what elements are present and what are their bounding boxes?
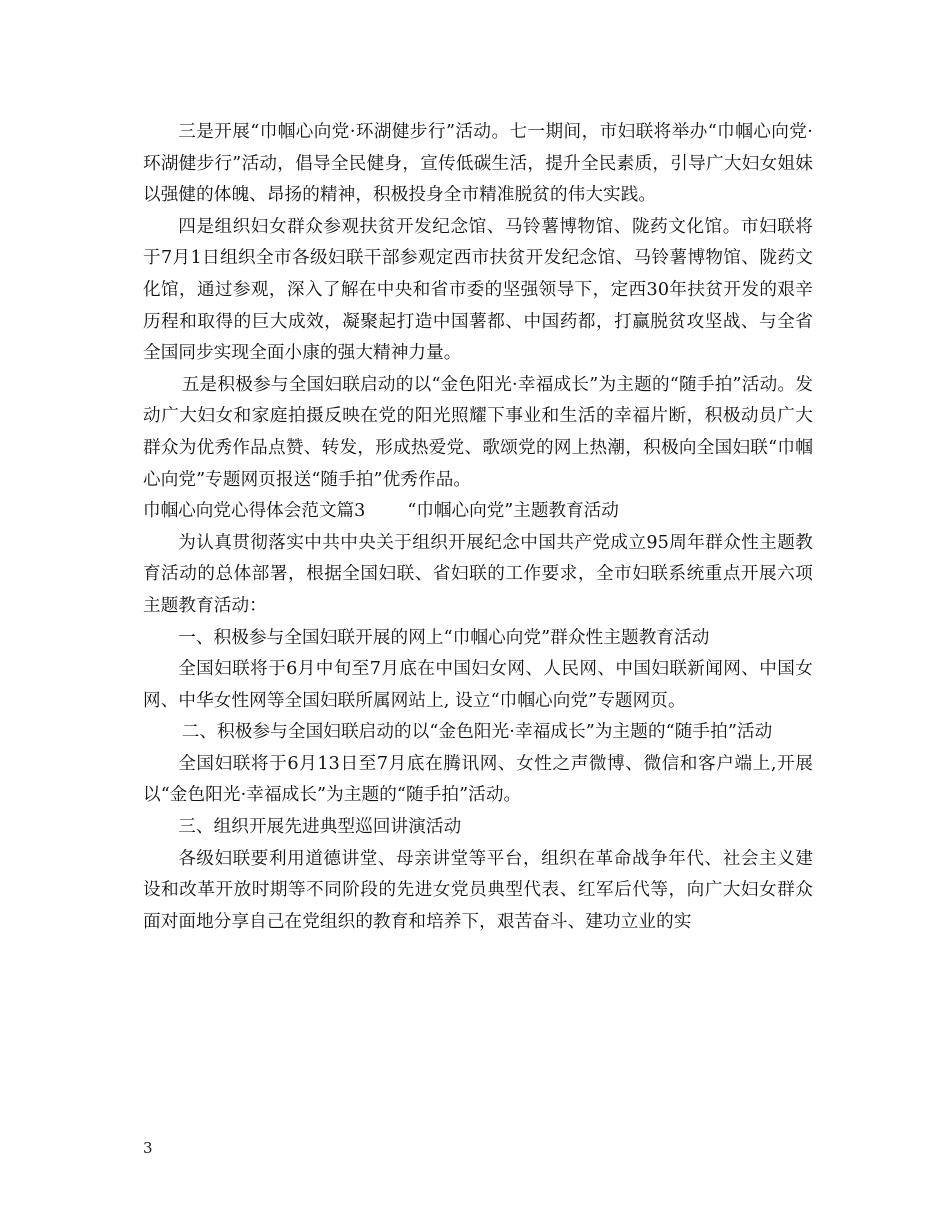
item-heading-1: 一、积极参与全国妇联开展的网上“巾帼心向党”群众性主题教育活动	[178, 627, 710, 648]
page-number: 3	[143, 1139, 153, 1157]
paragraph-activity-4: 四是组织妇女群众参观扶贫开发纪念馆、马铃薯博物馆、陇药文化馆。市妇联将于7月1日组织全市各级妇联干部参观定西市扶贫开发纪念馆、马铃薯博物馆、陇药文化馆，通过参观，深入了解在中央和省市委的坚强领导下，定西30年扶贫开发的艰辛历程和取得的巨大成效，凝聚起打造中国薯都、中国药都，打赢脱贫攻坚战、与全省全国同步实现全面小康的强大精神力量。	[143, 216, 813, 364]
section-heading	[143, 496, 813, 528]
paragraph-item-1: 全国妇联将于6月中旬至7月底在中国妇女网、人民网、中国妇联新闻网、中国女网、中华女性网等全国妇联所属网站上, 设立“巾帼心向党”专题网页。	[143, 659, 813, 711]
paragraph-intro: 为认真贯彻落实中共中央关于组织开展纪念中国共产党成立95周年群众性主题教育活动的总体部署，根据全国妇联、省妇联的工作要求，全市妇联系统重点开展六项主题教育活动：	[143, 532, 813, 616]
paragraph-activity-5: 五是积极参与全国妇联启动的以“金色阳光·幸福成长”为主题的“随手拍”活动。发动广大妇女和家庭拍摄反映在党的阳光照耀下事业和生活的幸福片断，积极动员广大群众为优秀作品点赞、转发，形成热爱党、歌颂党的网上热潮，积极向全国妇联“巾帼心向党”专题网页报送“随手拍”优秀作品。	[143, 374, 813, 490]
document-body	[143, 117, 813, 938]
section-title: 巾帼心向党心得体会范文篇3	[143, 501, 366, 522]
paragraph-activity-3: 三是开展“巾帼心向党·环湖健步行”活动。七一期间，市妇联将举办“巾帼心向党·环湖健步行”活动，倡导全民健身，宣传低碳生活，提升全民素质，引导广大妇女姐妹以强健的体魄、昂扬的精神，积极投身全市精准脱贫的伟大实践。	[143, 122, 813, 206]
item-heading-2: 二、积极参与全国妇联启动的以“金色阳光·幸福成长”为主题的“随手拍”活动	[181, 722, 773, 743]
paragraph-item-2: 全国妇联将于6月13日至7月底在腾讯网、女性之声微博、微信和客户端上,开展以“金色阳光·幸福成长”为主题的“随手拍”活动。	[143, 753, 813, 806]
item-heading-3: 三、组织开展先进典型巡回讲演活动	[178, 817, 462, 838]
paragraph-item-3: 各级妇联要利用道德讲堂、母亲讲堂等平台，组织在革命战争年代、社会主义建设和改革开放时期等不同阶段的先进女党员典型代表、红军后代等，向广大妇女群众面对面地分享自己在党组织的教育和培养下，艰苦奋斗、建功立业的实	[143, 848, 813, 932]
section-subtitle: “巾帼心向党”主题教育活动	[407, 501, 619, 522]
